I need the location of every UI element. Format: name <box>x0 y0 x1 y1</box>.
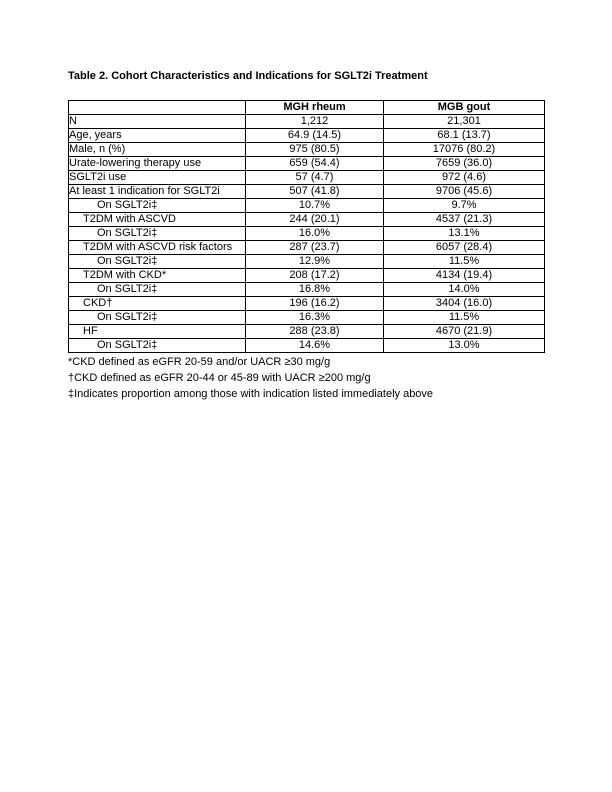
row-label: T2DM with ASCVD <box>69 213 246 227</box>
cohort-characteristics-table <box>68 100 545 353</box>
row-label: On SGLT2i‡ <box>69 283 246 297</box>
table-footnotes <box>68 354 433 402</box>
row-value-mgb: 11.5% <box>384 311 545 325</box>
header-mgh-rheum: MGH rheum <box>246 101 384 115</box>
row-value-mgb: 13.1% <box>384 227 545 241</box>
row-value-mgb: 68.1 (13.7) <box>384 129 545 143</box>
row-label: Male, n (%) <box>69 143 246 157</box>
table-row <box>69 339 545 353</box>
row-value-mgb: 17076 (80.2) <box>384 143 545 157</box>
table-header-row <box>69 101 545 115</box>
row-value-mgh: 12.9% <box>246 255 384 269</box>
header-blank <box>69 101 246 115</box>
row-value-mgh: 975 (80.5) <box>246 143 384 157</box>
table-row <box>69 255 545 269</box>
row-label: T2DM with ASCVD risk factors <box>69 241 246 255</box>
table-row <box>69 311 545 325</box>
footnote-ckd-asterisk: *CKD defined as eGFR 20-59 and/or UACR ≥30 mg/g <box>68 356 331 368</box>
row-label: HF <box>69 325 246 339</box>
row-label: On SGLT2i‡ <box>69 311 246 325</box>
row-value-mgb: 11.5% <box>384 255 545 269</box>
table-row <box>69 199 545 213</box>
table-title: Table 2. Cohort Characteristics and Indications for SGLT2i Treatment <box>68 70 428 82</box>
row-value-mgb: 7659 (36.0) <box>384 157 545 171</box>
row-value-mgb: 6057 (28.4) <box>384 241 545 255</box>
row-value-mgh: 507 (41.8) <box>246 185 384 199</box>
row-label: N <box>69 115 246 129</box>
row-label: On SGLT2i‡ <box>69 199 246 213</box>
row-value-mgh: 10.7% <box>246 199 384 213</box>
row-value-mgh: 57 (4.7) <box>246 171 384 185</box>
table-row <box>69 283 545 297</box>
row-value-mgh: 288 (23.8) <box>246 325 384 339</box>
row-value-mgb: 3404 (16.0) <box>384 297 545 311</box>
table-row <box>69 269 545 283</box>
row-label: On SGLT2i‡ <box>69 227 246 241</box>
table-row <box>69 325 545 339</box>
row-value-mgh: 16.0% <box>246 227 384 241</box>
row-value-mgh: 14.6% <box>246 339 384 353</box>
table-row <box>69 213 545 227</box>
row-value-mgh: 1,212 <box>246 115 384 129</box>
table-row <box>69 297 545 311</box>
row-label: At least 1 indication for SGLT2i <box>69 185 246 199</box>
row-value-mgh: 16.3% <box>246 311 384 325</box>
row-value-mgb: 13.0% <box>384 339 545 353</box>
table-row <box>69 227 545 241</box>
table-row <box>69 171 545 185</box>
table-row <box>69 143 545 157</box>
table-row <box>69 157 545 171</box>
row-value-mgh: 208 (17.2) <box>246 269 384 283</box>
row-label: On SGLT2i‡ <box>69 339 246 353</box>
table-row <box>69 241 545 255</box>
row-value-mgh: 64.9 (14.5) <box>246 129 384 143</box>
row-value-mgh: 287 (23.7) <box>246 241 384 255</box>
row-value-mgb: 4670 (21.9) <box>384 325 545 339</box>
footnote-double-dagger: ‡Indicates proportion among those with indication listed immediately above <box>68 388 434 400</box>
row-value-mgb: 9.7% <box>384 199 545 213</box>
header-mgb-gout: MGB gout <box>384 101 545 115</box>
row-label: Urate-lowering therapy use <box>69 157 246 171</box>
row-value-mgh: 659 (54.4) <box>246 157 384 171</box>
row-label: CKD† <box>69 297 246 311</box>
footnote-ckd-dagger: †CKD defined as eGFR 20-44 or 45-89 with UACR ≥200 mg/g <box>68 372 371 384</box>
row-value-mgb: 4537 (21.3) <box>384 213 545 227</box>
row-label: T2DM with CKD* <box>69 269 246 283</box>
row-value-mgh: 196 (16.2) <box>246 297 384 311</box>
row-value-mgh: 244 (20.1) <box>246 213 384 227</box>
row-label: SGLT2i use <box>69 171 246 185</box>
table-row <box>69 129 545 143</box>
row-value-mgh: 16.8% <box>246 283 384 297</box>
row-value-mgb: 14.0% <box>384 283 545 297</box>
table-row <box>69 115 545 129</box>
row-value-mgb: 9706 (45.6) <box>384 185 545 199</box>
table-row <box>69 185 545 199</box>
row-value-mgb: 21,301 <box>384 115 545 129</box>
row-label: Age, years <box>69 129 246 143</box>
row-value-mgb: 972 (4.6) <box>384 171 545 185</box>
row-value-mgb: 4134 (19.4) <box>384 269 545 283</box>
row-label: On SGLT2i‡ <box>69 255 246 269</box>
